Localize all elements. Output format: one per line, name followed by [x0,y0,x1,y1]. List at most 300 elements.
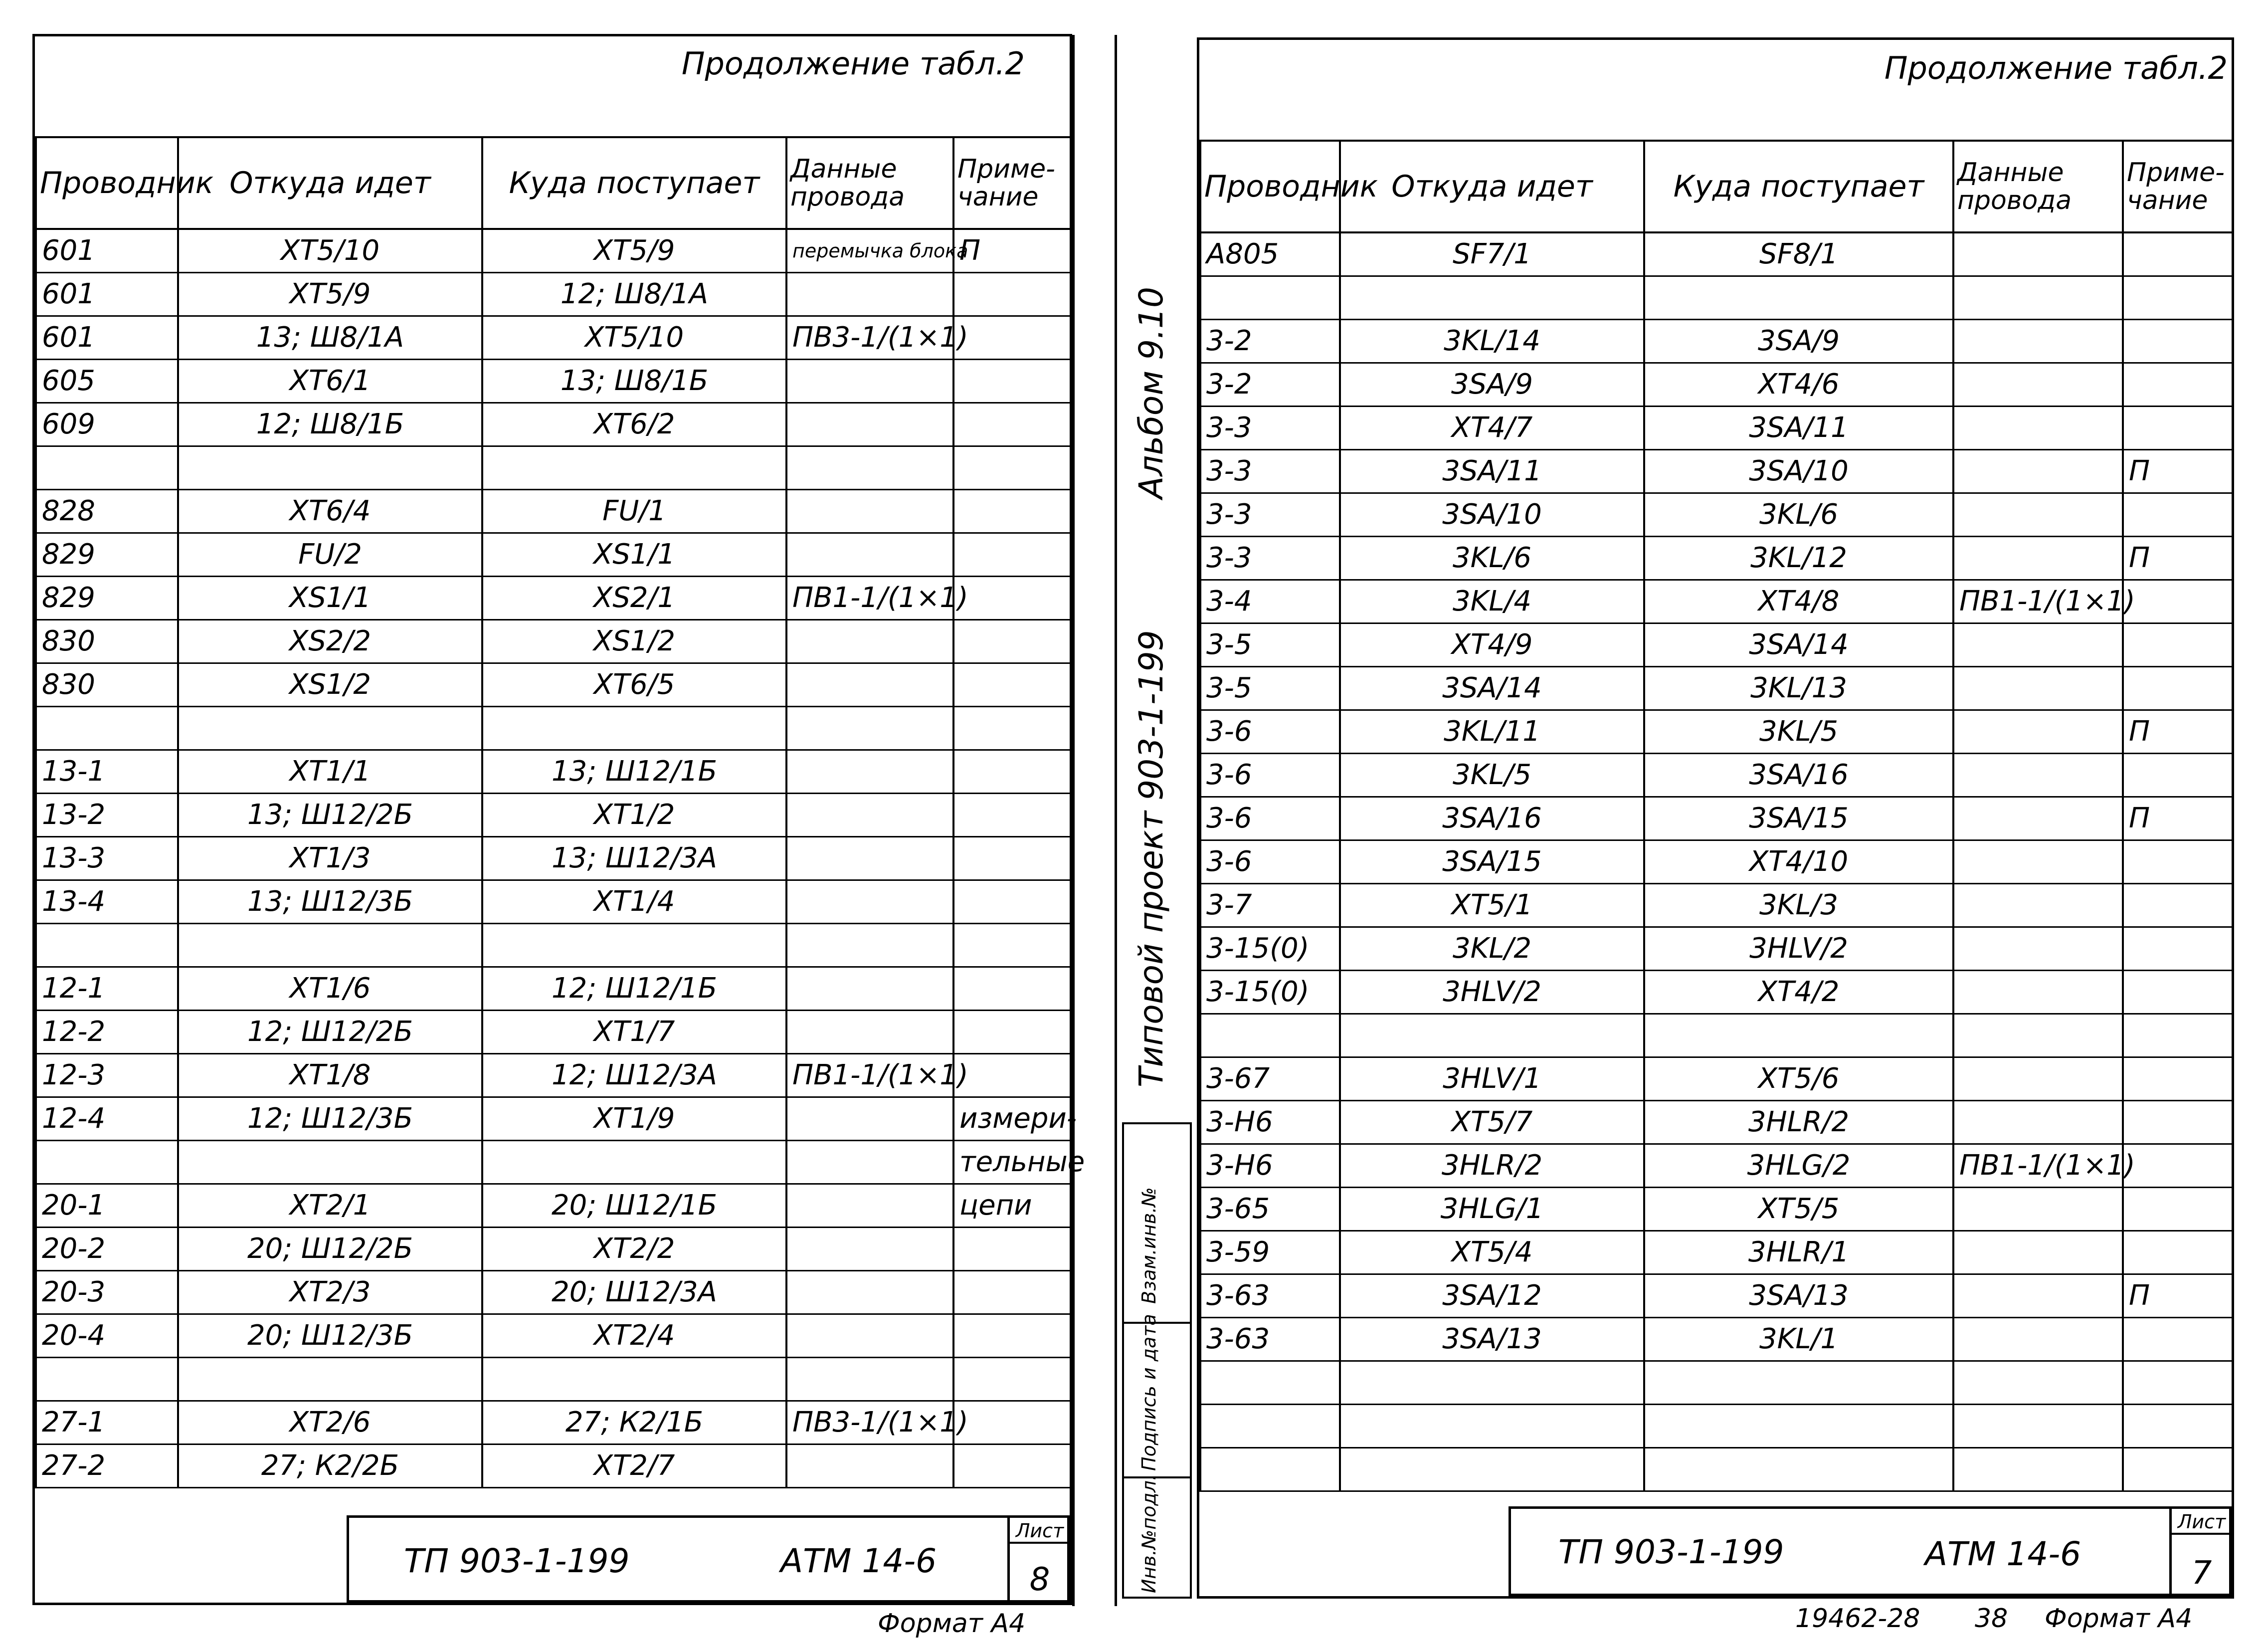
wire-cell: 13-1 [36,750,178,794]
from-cell [178,1358,482,1401]
from-cell: 3HLR/2 [1340,1144,1644,1188]
note-cell [2123,754,2233,797]
table-row [36,1097,1071,1141]
table-row [36,1314,1071,1358]
wire-data-cell [1953,797,2123,840]
wire-data-cell [1953,667,2123,710]
table-row [1200,493,2233,537]
wire-cell: 3-6 [1200,710,1340,754]
wire-cell [36,1358,178,1401]
table-row [36,837,1071,880]
from-cell: 27; К2/2Б [178,1444,482,1488]
to-cell: XT1/7 [482,1011,786,1054]
to-cell: XS2/1 [482,577,786,620]
wire-cell [36,707,178,750]
wire-data-cell [786,1314,953,1358]
wire-data-cell: ПВ3-1/(1×1) [786,1401,953,1444]
wire-data-cell [1953,276,2123,320]
to-cell: XT4/2 [1644,971,1953,1014]
to-cell: XT5/5 [1644,1188,1953,1231]
wire-data-cell [786,880,953,924]
wire-data-cell [786,837,953,880]
note-cell [2123,927,2233,971]
note-cell [953,490,1071,533]
left-caption: Продолжение табл.2 [681,45,1025,82]
wire-data-cell [1953,840,2123,884]
right-sheet [1197,37,2234,1599]
table-row [36,1184,1071,1228]
wire-data-cell [1953,232,2123,276]
table-row [36,446,1071,490]
note-cell [953,1444,1071,1488]
right-format-label: Формат А4 [2045,1604,2193,1634]
wire-cell: 3-63 [1200,1274,1340,1318]
wire-cell: 609 [36,403,178,446]
from-cell: 12; Ш12/3Б [178,1097,482,1141]
wire-cell: 3-2 [1200,320,1340,363]
to-cell: XT2/2 [482,1228,786,1271]
title-doc-code: АТМ 14-6 [780,1542,937,1580]
wire-cell: 3-Н6 [1200,1101,1340,1144]
table-row [36,577,1071,620]
wire-cell: 12-3 [36,1054,178,1097]
from-cell: XT1/8 [178,1054,482,1097]
note-cell [953,360,1071,403]
to-cell [482,924,786,967]
wire-data-cell [786,1271,953,1314]
wire-cell: 3-15(0) [1200,927,1340,971]
from-cell: 3KL/2 [1340,927,1644,971]
from-cell: XT4/7 [1340,407,1644,450]
title-sheet-cell [1007,1518,1070,1600]
from-cell: XT6/1 [178,360,482,403]
wire-data-cell [1953,537,2123,580]
stamp-signature-date: Подпись и дата [1138,1314,1160,1471]
note-cell [953,1054,1071,1097]
to-cell: 27; К2/1Б [482,1401,786,1444]
from-cell: XT5/7 [1340,1101,1644,1144]
to-cell: XT5/6 [1644,1057,1953,1101]
wire-data-cell [1953,884,2123,927]
note-cell [953,316,1071,360]
wire-data-cell [786,1184,953,1228]
table-row [1200,927,2233,971]
wire-data-cell [1953,363,2123,407]
wire-cell: 12-2 [36,1011,178,1054]
from-cell [1340,1014,1644,1057]
from-cell: 3KL/14 [1340,320,1644,363]
note-cell: тельные [953,1141,1071,1184]
note-cell [2123,1405,2233,1448]
to-cell: 12; Ш12/3А [482,1054,786,1097]
wire-data-cell [1953,623,2123,667]
wire-cell: 13-4 [36,880,178,924]
wire-data-cell [786,490,953,533]
from-cell: 3KL/4 [1340,580,1644,623]
wire-data-cell: ПВ1-1/(1×1) [786,577,953,620]
to-cell [482,446,786,490]
to-cell: 3SA/11 [1644,407,1953,450]
note-cell [953,403,1071,446]
to-cell: 3SA/16 [1644,754,1953,797]
table-row [1200,754,2233,797]
wire-cell: 3-15(0) [1200,971,1340,1014]
note-cell [2123,1101,2233,1144]
note-cell: измери- [953,1097,1071,1141]
note-cell [953,794,1071,837]
wire-data-cell [786,663,953,707]
table-row [36,1358,1071,1401]
wire-cell: 3-Н6 [1200,1144,1340,1188]
wire-data-cell [786,1141,953,1184]
from-cell: XT2/6 [178,1401,482,1444]
wire-cell [36,924,178,967]
to-cell: 3SA/15 [1644,797,1953,840]
table-row [1200,1405,2233,1448]
note-cell [953,663,1071,707]
to-cell [1644,276,1953,320]
table-row [36,533,1071,577]
table-row [1200,1101,2233,1144]
table-row [36,1054,1071,1097]
from-cell: XT2/1 [178,1184,482,1228]
from-cell: XS1/1 [178,577,482,620]
from-cell: XT1/3 [178,837,482,880]
wire-cell: 3-3 [1200,407,1340,450]
from-cell [178,707,482,750]
note-cell [953,577,1071,620]
header-note: Приме-чание [953,137,1071,229]
wire-cell: 3-3 [1200,493,1340,537]
from-cell: 3SA/9 [1340,363,1644,407]
wire-cell: 601 [36,316,178,360]
wire-data-cell [786,1358,953,1401]
header-data: Данные провода [786,137,953,229]
from-cell: XS2/2 [178,620,482,663]
table-row [1200,276,2233,320]
to-cell: 13; Ш12/1Б [482,750,786,794]
from-cell [178,1141,482,1184]
to-cell: 3HLG/2 [1644,1144,1953,1188]
wire-cell: 829 [36,577,178,620]
table-row [36,707,1071,750]
wire-cell: 3-3 [1200,450,1340,493]
wire-cell: 3-59 [1200,1231,1340,1274]
from-cell [178,446,482,490]
to-cell [482,1141,786,1184]
wire-data-cell: ПВ3-1/(1×1) [786,316,953,360]
to-cell: XT5/10 [482,316,786,360]
note-cell [2123,623,2233,667]
title-doc-code: АТМ 14-6 [1925,1535,2081,1573]
wire-cell: 830 [36,620,178,663]
wire-cell: 3-67 [1200,1057,1340,1101]
table-row [1200,1448,2233,1491]
to-cell: 3SA/14 [1644,623,1953,667]
wire-data-cell [1953,1448,2123,1491]
note-cell [953,273,1071,316]
wire-data-cell [786,967,953,1011]
wire-data-cell [1953,1188,2123,1231]
note-cell: П [2123,710,2233,754]
note-cell [953,1401,1071,1444]
wire-cell: 3-6 [1200,840,1340,884]
title-sheet-cell [2169,1509,2232,1594]
to-cell: XT1/4 [482,880,786,924]
to-cell [1644,1405,1953,1448]
note-cell [953,924,1071,967]
note-cell [2123,1014,2233,1057]
to-cell [1644,1448,1953,1491]
table-row [36,1011,1071,1054]
to-cell: 3KL/12 [1644,537,1953,580]
stamp-inv-number: Взам.инв.№ [1138,1187,1160,1304]
table-row [36,663,1071,707]
wire-cell: 3-4 [1200,580,1340,623]
to-cell: 3KL/3 [1644,884,1953,927]
from-cell: XT2/3 [178,1271,482,1314]
wire-data-cell [786,1011,953,1054]
right-table-body [1200,232,2233,1491]
wire-data-cell [786,446,953,490]
table-row [1200,580,2233,623]
wire-data-cell: ПВ1-1/(1×1) [786,1054,953,1097]
to-cell [1644,1361,1953,1405]
to-cell: XT2/4 [482,1314,786,1358]
table-row [36,273,1071,316]
right-title-block [1509,1506,2232,1596]
wire-data-cell [1953,1231,2123,1274]
wire-data-cell [786,750,953,794]
wire-data-cell [786,620,953,663]
table-row [36,620,1071,663]
note-cell [2123,1318,2233,1361]
to-cell: SF8/1 [1644,232,1953,276]
table-row [1200,971,2233,1014]
note-cell [2123,1057,2233,1101]
wire-data-cell: ПВ1-1/(1×1) [1953,1144,2123,1188]
right-page-number: 38 [1975,1604,2008,1634]
note-cell [953,1228,1071,1271]
wire-cell: 3-6 [1200,797,1340,840]
wire-cell: 601 [36,229,178,273]
from-cell: 3SA/11 [1340,450,1644,493]
wire-data-cell [1953,971,2123,1014]
album-label: Альбом 9.10 [1132,286,1170,499]
to-cell [482,707,786,750]
from-cell: XT1/1 [178,750,482,794]
from-cell: 12; Ш12/2Б [178,1011,482,1054]
from-cell: XS1/2 [178,663,482,707]
to-cell: 3KL/5 [1644,710,1953,754]
table-row [1200,623,2233,667]
project-vertical-label: Типовой проект 903-1-199 [1132,630,1170,1087]
from-cell: XT5/10 [178,229,482,273]
table-row [36,1444,1071,1488]
to-cell: XT1/9 [482,1097,786,1141]
wire-data-cell [786,794,953,837]
note-cell [2123,407,2233,450]
left-sheet [32,34,1085,1605]
wire-cell [36,1141,178,1184]
from-cell: XT6/4 [178,490,482,533]
wire-data-cell: ПВ1-1/(1×1) [1953,580,2123,623]
wire-cell: 830 [36,663,178,707]
note-cell [2123,1361,2233,1405]
wire-data-cell: перемычка блока [786,229,953,273]
from-cell: XT5/1 [1340,884,1644,927]
table-row [1200,363,2233,407]
table-row [36,1271,1071,1314]
wire-data-cell [1953,1361,2123,1405]
note-cell [953,967,1071,1011]
wire-data-cell [1953,450,2123,493]
table-row [1200,797,2233,840]
to-cell: 20; Ш12/3А [482,1271,786,1314]
wire-cell: 829 [36,533,178,577]
wire-cell: 20-4 [36,1314,178,1358]
from-cell: 3SA/15 [1340,840,1644,884]
to-cell: 12; Ш12/1Б [482,967,786,1011]
from-cell: 3SA/12 [1340,1274,1644,1318]
wire-data-cell [786,533,953,577]
to-cell: 3SA/10 [1644,450,1953,493]
wire-cell: 3-7 [1200,884,1340,927]
to-cell: XT4/8 [1644,580,1953,623]
from-cell: XT5/9 [178,273,482,316]
wire-data-cell [1953,710,2123,754]
to-cell: 3HLV/2 [1644,927,1953,971]
from-cell: XT5/4 [1340,1231,1644,1274]
wire-data-cell [1953,1274,2123,1318]
note-cell [2123,232,2233,276]
header-wire: Проводник [1200,141,1340,232]
note-cell: П [2123,450,2233,493]
to-cell: 3KL/6 [1644,493,1953,537]
wire-cell [36,446,178,490]
to-cell: 13; Ш8/1Б [482,360,786,403]
wire-cell: 20-3 [36,1271,178,1314]
to-cell: XS1/2 [482,620,786,663]
wire-data-cell [1953,927,2123,971]
to-cell: XT6/5 [482,663,786,707]
header-to: Куда поступает [482,137,786,229]
wire-data-cell [786,707,953,750]
table-row [36,1401,1071,1444]
from-cell: XT4/9 [1340,623,1644,667]
wire-cell: 3-63 [1200,1318,1340,1361]
sheet-label: Лист [1010,1520,1070,1544]
note-cell [2123,1144,2233,1188]
wire-cell: 20-2 [36,1228,178,1271]
table-row [1200,320,2233,363]
wire-cell: 12-4 [36,1097,178,1141]
table-row [1200,232,2233,276]
to-cell [1644,1014,1953,1057]
sheet-number: 7 [2191,1555,2212,1592]
from-cell: 3KL/11 [1340,710,1644,754]
to-cell [482,1358,786,1401]
wire-data-cell [1953,1014,2123,1057]
wire-cell [1200,1448,1340,1491]
note-cell [953,707,1071,750]
to-cell: 3HLR/2 [1644,1101,1953,1144]
header-data: Данные провода [1953,141,2123,232]
note-cell [953,837,1071,880]
table-row [36,924,1071,967]
from-cell: XT1/6 [178,967,482,1011]
note-cell: П [2123,1274,2233,1318]
binding-spine [1072,35,1117,1606]
wire-data-cell [1953,1101,2123,1144]
table-row [36,1141,1071,1184]
wire-data-cell [1953,1057,2123,1101]
from-cell: FU/2 [178,533,482,577]
note-cell: цепи [953,1184,1071,1228]
table-row [1200,667,2233,710]
header-from: Откуда идет [1340,141,1644,232]
note-cell [953,620,1071,663]
to-cell: 3SA/9 [1644,320,1953,363]
to-cell: XT2/7 [482,1444,786,1488]
table-row [36,880,1071,924]
left-wiring-table [35,136,1085,1488]
wire-cell [1200,1405,1340,1448]
table-row [36,750,1071,794]
table-row [1200,710,2233,754]
from-cell: 13; Ш12/2Б [178,794,482,837]
table-row [36,403,1071,446]
wire-cell: 3-6 [1200,754,1340,797]
note-cell: П [2123,537,2233,580]
note-cell: П [2123,797,2233,840]
right-wiring-table [1199,140,2234,1492]
from-cell [1340,1361,1644,1405]
stamp-original-inv: Инв.№подл. [1138,1474,1160,1593]
wire-cell: 27-2 [36,1444,178,1488]
note-cell [2123,840,2233,884]
from-cell: 13; Ш12/3Б [178,880,482,924]
to-cell: XS1/1 [482,533,786,577]
from-cell [1340,1405,1644,1448]
table-row [1200,537,2233,580]
table-row [36,794,1071,837]
note-cell [953,1358,1071,1401]
note-cell [2123,320,2233,363]
wire-cell: 3-3 [1200,537,1340,580]
wire-data-cell [1953,493,2123,537]
note-cell: П [953,229,1071,273]
wire-cell: 3-5 [1200,667,1340,710]
note-cell [953,533,1071,577]
note-cell [2123,276,2233,320]
wire-data-cell [1953,1405,2123,1448]
table-row [1200,1057,2233,1101]
wire-cell [1200,1014,1340,1057]
to-cell: XT5/9 [482,229,786,273]
wire-cell [1200,276,1340,320]
wire-cell: 828 [36,490,178,533]
wire-cell: 605 [36,360,178,403]
wire-data-cell [786,403,953,446]
right-caption: Продолжение табл.2 [1884,50,2228,86]
title-project-code: ТП 903-1-199 [1558,1533,1784,1571]
wire-data-cell [1953,407,2123,450]
to-cell: 3SA/13 [1644,1274,1953,1318]
table-row [1200,450,2233,493]
from-cell: 3KL/5 [1340,754,1644,797]
note-cell [2123,493,2233,537]
